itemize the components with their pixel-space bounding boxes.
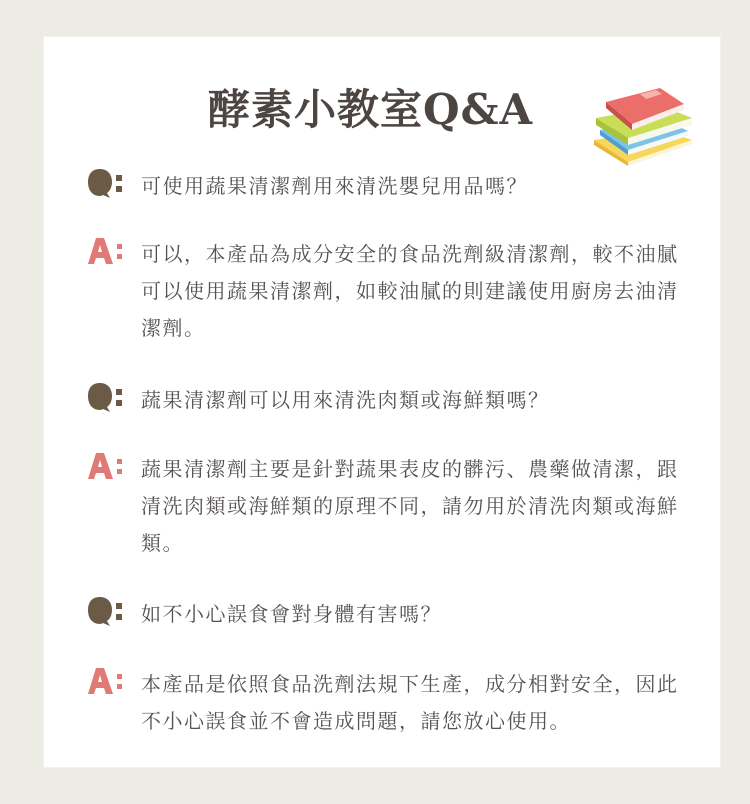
q-marker-icon [88,596,128,626]
a-marker-icon [88,451,128,481]
page-title: 酵素小教室Q&A [208,85,534,134]
books-illustration-icon [588,84,698,170]
a-marker-icon [88,666,128,696]
q-marker-icon [88,382,128,412]
answer-text: 可以，本產品為成分安全的食品洗劑級清潔劑，較不油膩可以使用蔬果清潔劑，如較油膩的則建議使用廚房去油清潔劑。 [141,242,679,340]
question-text: 可使用蔬果清潔劑用來清洗嬰兒用品嗎？ [141,174,528,198]
q-marker-icon [88,168,128,198]
question-text: 如不小心誤食會對身體有害嗎？ [141,602,442,626]
question-text: 蔬果清潔劑可以用來清洗肉類或海鮮類嗎？ [141,388,550,412]
answer-text: 蔬果清潔劑主要是針對蔬果表皮的髒污、農藥做清潔，跟清洗肉類或海鮮類的原理不同，請勿用於清洗肉類或海鮮類。 [141,457,679,555]
answer-text: 本產品是依照食品洗劑法規下生產，成分相對安全，因此不小心誤食並不會造成問題，請您放心使用。 [141,672,679,733]
a-marker-icon [88,236,128,266]
